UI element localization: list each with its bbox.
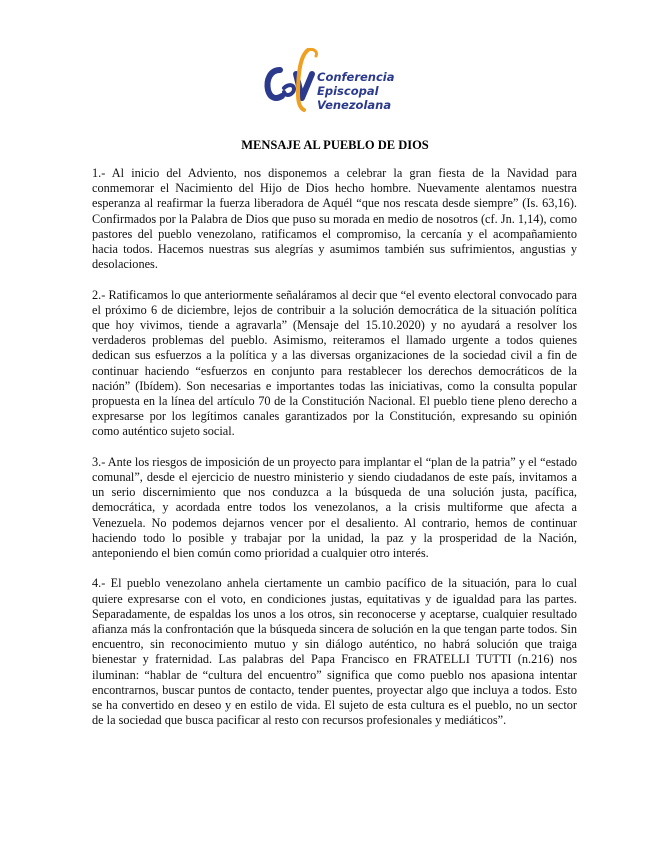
logo-line-2: Episcopal [317,84,379,98]
cev-logo [262,44,402,114]
cev-logo-mark-icon [262,44,322,114]
paragraph-3: 3.- Ante los riesgos de imposición de un proyecto para implantar el “plan de la patria” y el “estado comunal”, desde el ejercicio de nuestro ministerio y siendo ciudadanos de este país, invitamos a un serio discernimiento que nos conduzca a la búsqueda de una solución justa, pacífica, democrática, y acordada entre todos los venezolanos, a la crisis multiforme que afecta a Venezuela. No podemos dejarnos vencer por el desaliento. Al contrario, hemos de continuar haciendo todo lo posible y trabajar por la unidad, la paz y la prosperidad de la Nación, anteponiendo el bien común como prioridad a cualquier otro interés. [92,454,577,561]
document-body [92,166,577,744]
logo-line-1: Conferencia [317,70,395,84]
document-title: MENSAJE AL PUEBLO DE DIOS [241,138,429,152]
paragraph-1: 1.- Al inicio del Adviento, nos disponemos a celebrar la gran fiesta de la Navidad para conmemorar el Nacimiento del Hijo de Dios hecho hombre. Nuevamente alentamos nuestra esperanza al reafirmar la fuerza liberadora de Aquél “que nos rescata desde siempre” (Is. 63,16). Confirmados por la Palabra de Dios que puso su morada en medio de nosotros (cf. Jn. 1,14), como pastores del pueblo venezolano, ratificamos el compromiso, la cercanía y el acompañamiento hacia todos. Hacemos nuestras sus alegrías y asumimos también sus sufrimientos, angustias y desolaciones. [92,166,577,272]
cev-logo-text [317,70,395,112]
paragraph-2: 2.- Ratificamos lo que anteriormente señaláramos al decir que “el evento electoral convocado para el próximo 6 de diciembre, lejos de contribuir a la solución democrática de la situación política que hoy vivimos, tiende a agravarla” (Mensaje del 15.10.2020) y no ayudará a resolver los verdaderos problemas del pueblo. Asimismo, reiteramos el llamado urgente a todos quienes dedican sus esfuerzos a la política y a las diversas organizaciones de la sociedad civil a fin de continuar haciendo “esfuerzos en conjunto para restablecer los derechos democráticos de la nación” (Ibídem). Son necesarias e importantes todas las iniciativas, como la consulta popular propuesta en la línea del artículo 70 de la Constitución Nacional. El pueblo tiene pleno derecho a expresarse por los legítimos canales garantizados por la Constitución, expresando su opinión como auténtico sujeto social. [92,287,577,439]
paragraph-4: 4.- El pueblo venezolano anhela ciertamente un cambio pacífico de la situación, para lo cual quiere expresarse con el voto, en condiciones justas, equitativas y de igualdad para las partes. Separadamente, de espaldas los unos a los otros, sin reconocerse y aceptarse, cualquier resultado afianza más la confrontación que la búsqueda sincera de solución en la que tengan parte todos. Sin encuentro, sin reconocimiento mutuo y sin diálogo auténtico, no habrá solución que traiga bienestar y fraternidad. Las palabras del Papa Francisco en FRATELLI TUTTI (n.216) nos iluminan: “hablar de “cultura del encuentro” significa que como pueblo nos apasiona intentar encontrarnos, buscar puntos de contacto, tender puentes, proyectar algo que incluya a todos. Esto se ha convertido en deseo y en estilo de vida. El sujeto de esta cultura es el pueblo, no un sector de la sociedad que busca pacificar al resto con recursos profesionales y mediáticos”. [92,576,577,728]
logo-line-3: Venezolana [317,98,392,112]
